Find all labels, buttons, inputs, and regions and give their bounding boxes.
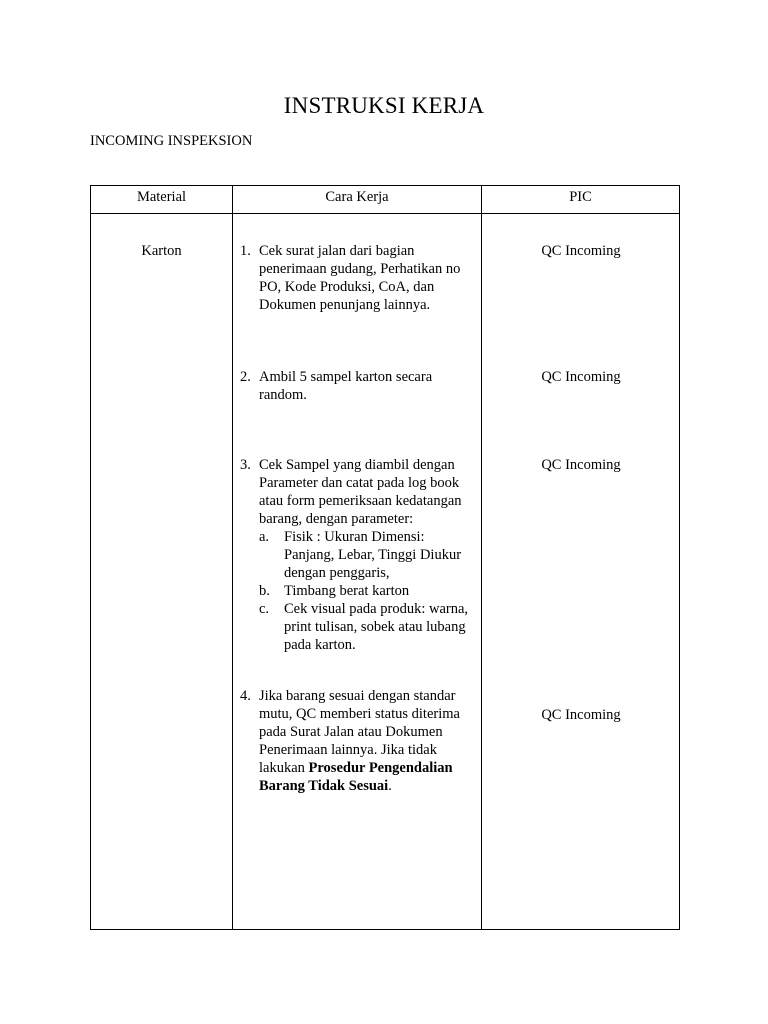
header-pic: PIC [482, 186, 680, 214]
step-3-text: Cek Sampel yang diambil dengan Parameter dan catat pada log book atau form pemeriksaan kedatangan barang, dengan parameter: [259, 457, 462, 527]
document-title: INSTRUKSI KERJA [283, 93, 485, 118]
step-4-text [259, 687, 474, 795]
header-cara-kerja: Cara Kerja [233, 186, 482, 214]
step-3 [233, 456, 482, 654]
step-3-subitem-b [259, 582, 474, 600]
step-2-text: Ambil 5 sampel karton secara random. [259, 369, 433, 403]
table-header-row [91, 186, 680, 214]
step-4-text-pre: Jika barang sesuai dengan standar mutu, QC memberi status diterima pada Surat Jalan atau Dokumen Penerimaan lainnya. Jika tidak lakukan [259, 688, 460, 776]
subitem-b-text: Timbang berat karton [284, 583, 410, 599]
cara-kerja-cell [233, 214, 482, 930]
step-3-number: 3. [240, 457, 251, 473]
subitem-b-letter: b. [259, 583, 270, 599]
pic-step-1: QC Incoming [541, 243, 621, 259]
step-1-number: 1. [240, 243, 251, 259]
step-2-number: 2. [240, 369, 251, 385]
step-4 [233, 687, 482, 795]
procedure-reference: Prosedur Pengendalian Barang Tidak Sesuai [259, 760, 453, 794]
step-1-text: Cek surat jalan dari bagian penerimaan gudang, Perhatikan no PO, Kode Produksi, CoA, dan Dokumen penunjang lainnya. [259, 243, 461, 313]
step-1 [233, 242, 482, 314]
pic-step-2: QC Incoming [541, 369, 621, 385]
section-subtitle: INCOMING INSPEKSION [90, 133, 253, 149]
work-instruction-table [90, 185, 680, 930]
subitem-a-letter: a. [259, 529, 270, 545]
pic-step-4: QC Incoming [541, 707, 621, 723]
material-name: Karton [141, 243, 182, 259]
step-4-text-post: . [388, 778, 392, 794]
step-3-subitem-c [259, 600, 474, 654]
step-2 [233, 368, 482, 404]
subitem-c-letter: c. [259, 601, 270, 617]
pic-cell [482, 214, 680, 930]
header-material: Material [91, 186, 233, 214]
material-cell [91, 214, 233, 930]
step-4-number: 4. [240, 688, 251, 704]
step-3-subitem-a [259, 528, 474, 582]
subitem-a-text: Fisik : Ukuran Dimensi: Panjang, Lebar, Tinggi Diukur dengan penggaris, [284, 529, 462, 581]
subitem-c-text: Cek visual pada produk: warna, print tulisan, sobek atau lubang pada karton. [284, 601, 469, 653]
table-row [91, 214, 680, 930]
pic-step-3: QC Incoming [541, 457, 621, 473]
